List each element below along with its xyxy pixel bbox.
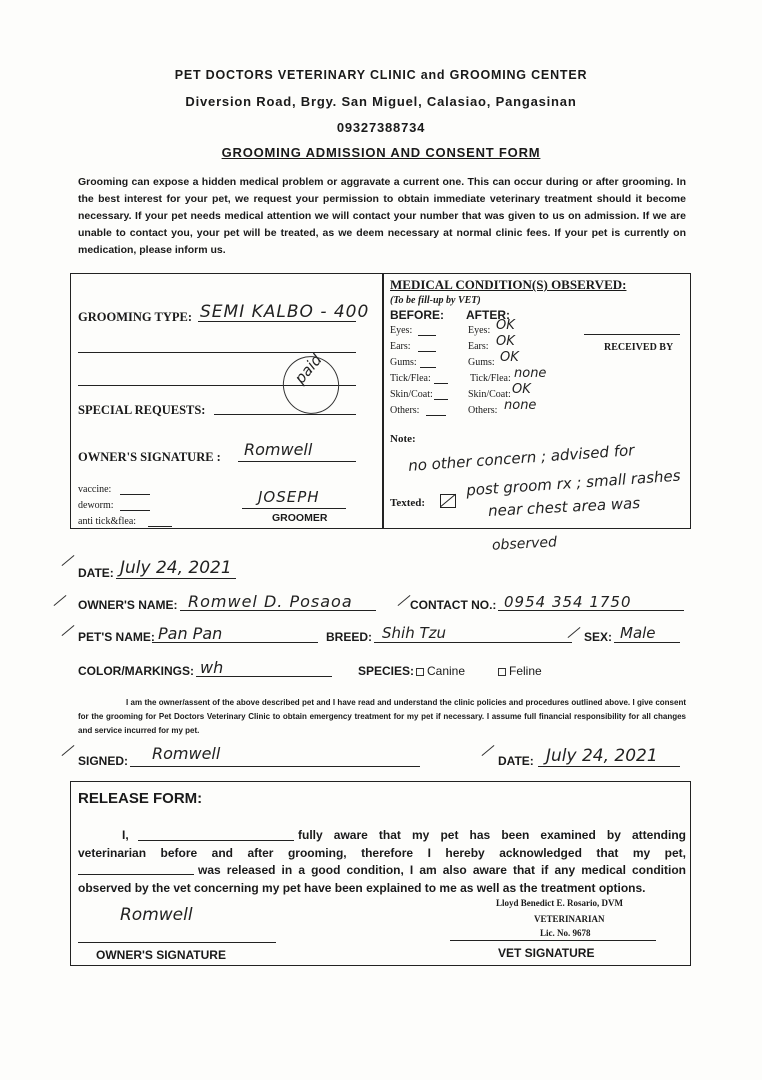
after-skin-value[interactable]: OK	[512, 382, 531, 397]
pet-name-label: PET'S NAME:	[78, 630, 155, 644]
before-tick-label: Tick/Flea:	[390, 373, 431, 384]
release-name-blank[interactable]	[138, 840, 294, 841]
vet-title: VETERINARIAN	[534, 914, 605, 924]
note-line-4[interactable]: observed	[491, 534, 558, 554]
release-text-2b: observed by the vet concerning my pet have been explained to me as well as the treatment options.	[78, 881, 646, 895]
after-skin-label: Skin/Coat:	[468, 389, 511, 400]
release-text-2a: was released in a good condition, I am also aware that if any medical condition	[198, 863, 686, 877]
species-canine-option[interactable]	[410, 664, 465, 678]
before-skin-label: Skin/Coat:	[390, 389, 433, 400]
release-text-1b: veterinarian before and after grooming, therefore I hereby acknowledged that my pet,	[78, 846, 686, 860]
box-divider	[382, 273, 384, 529]
deworm-label: deworm:	[78, 500, 114, 511]
owner-name-label: OWNER'S NAME:	[78, 598, 178, 612]
after-tick-label: Tick/Flea:	[470, 373, 511, 384]
medical-subtitle: (To be fill-up by VET)	[390, 295, 481, 306]
after-ears-value[interactable]: OK	[496, 334, 515, 349]
before-ears-label: Ears:	[390, 341, 411, 352]
after-gums-value[interactable]: OK	[500, 350, 519, 365]
paid-stamp: paid	[290, 350, 326, 388]
breed-label: BREED:	[326, 630, 373, 644]
grooming-type-label: GROOMING TYPE:	[78, 310, 193, 324]
texted-label: Texted:	[390, 497, 426, 509]
after-ears-label: Ears:	[468, 341, 489, 352]
date-value[interactable]: July 24, 2021	[120, 558, 232, 578]
after-label: AFTER:	[466, 308, 510, 322]
after-others-label: Others:	[468, 405, 498, 416]
before-label: BEFORE:	[390, 308, 444, 322]
after-gums-label: Gums:	[468, 357, 495, 368]
release-text-1a: fully aware that my pet has been examined by attending	[298, 828, 686, 842]
color-markings-label: COLOR/MARKINGS:	[78, 664, 194, 678]
date-label: DATE:	[78, 566, 114, 580]
release-owner-signature-label: OWNER'S SIGNATURE	[96, 948, 226, 962]
canine-checkbox[interactable]	[416, 668, 424, 676]
received-by-label: RECEIVED BY	[604, 342, 674, 353]
breed-value[interactable]: Shih Tzu	[382, 624, 447, 642]
owner-signature-label: OWNER'S SIGNATURE :	[78, 450, 221, 464]
groomer-label: GROOMER	[272, 512, 328, 524]
grooming-type-value[interactable]: SEMI KALBO - 400	[200, 302, 370, 322]
contact-label: CONTACT NO.:	[410, 598, 497, 612]
species-label: SPECIES:	[358, 664, 415, 678]
form-title: GROOMING ADMISSION AND CONSENT FORM	[221, 145, 541, 160]
release-owner-signature-value[interactable]: Romwell	[120, 905, 193, 925]
color-markings-value[interactable]: wh	[200, 658, 224, 677]
sex-value[interactable]: Male	[620, 624, 656, 642]
feline-label: Feline	[509, 664, 542, 678]
note-label: Note:	[390, 433, 416, 445]
clinic-address: Diversion Road, Brgy. San Miguel, Calasiao, Pangasinan	[185, 94, 577, 109]
clinic-phone: 09327388734	[336, 120, 426, 135]
after-tick-value[interactable]: none	[514, 366, 547, 381]
before-eyes-label: Eyes:	[390, 325, 413, 336]
canine-label: Canine	[427, 664, 466, 678]
clinic-name: PET DOCTORS VETERINARY CLINIC and GROOMING CENTER	[174, 68, 588, 82]
after-eyes-value[interactable]: OK	[496, 318, 515, 333]
after-others-value[interactable]: none	[504, 398, 537, 413]
after-eyes-label: Eyes:	[468, 325, 491, 336]
intro-paragraph: Grooming can expose a hidden medical problem or aggravate a current one. This can occur during or after grooming. In the best interest for your pet, we request your permission to obtain immediate veterinary treatment should it become necessary. If your pet needs medical attention we will contact your number that was given to us on admission. If we are unable to contact you, your pet will be treated, as we deem necessary at normal clinic fees. If your pet is currently on medication, please inform us.	[78, 176, 686, 256]
release-title: RELEASE FORM:	[78, 790, 203, 807]
vet-license: Lic. No. 9678	[540, 928, 591, 938]
vet-signature-label: VET SIGNATURE	[498, 946, 595, 960]
species-feline-option[interactable]	[492, 664, 542, 678]
note-line-1[interactable]: no other concern ; advised for	[407, 441, 635, 475]
consent-paragraph: I am the owner/assent of the above described pet and I have read and understand the clinic policies and procedures outlined above. I give consent for the grooming for Pet Doctors Veterinary Clinic to obtain emergency treatment for my pet if necessary. I assume full financial responsibility for all changes and service incurred for my pet.	[78, 698, 686, 735]
signed-value[interactable]: Romwell	[152, 744, 221, 763]
feline-checkbox[interactable]	[498, 668, 506, 676]
vet-name: Lloyd Benedict E. Rosario, DVM	[496, 898, 623, 908]
special-requests-label: SPECIAL REQUESTS:	[78, 403, 206, 417]
before-others-label: Others:	[390, 405, 420, 416]
sex-label: SEX:	[584, 630, 613, 644]
pet-name-value[interactable]: Pan Pan	[158, 624, 223, 643]
note-line-2[interactable]: post groom rx ; small rashes	[465, 466, 682, 500]
release-pet-blank[interactable]	[78, 874, 194, 875]
release-i-label: I,	[122, 828, 129, 842]
before-gums-label: Gums:	[390, 357, 417, 368]
groomer-value[interactable]: JOSEPH	[258, 488, 320, 506]
anti-tick-label: anti tick&flea:	[78, 516, 137, 527]
signed-date-label: DATE:	[498, 754, 534, 768]
vaccine-label: vaccine:	[78, 484, 112, 495]
owner-signature-value[interactable]: Romwell	[244, 440, 313, 459]
contact-value[interactable]: 0954 354 1750	[504, 593, 632, 611]
note-line-3[interactable]: near chest area was	[487, 494, 641, 520]
signed-label: SIGNED:	[78, 754, 129, 768]
medical-title: MEDICAL CONDITION(S) OBSERVED:	[390, 277, 627, 292]
owner-name-value[interactable]: Romwel D. Posaoa	[188, 592, 353, 611]
signed-date-value[interactable]: July 24, 2021	[546, 746, 658, 766]
